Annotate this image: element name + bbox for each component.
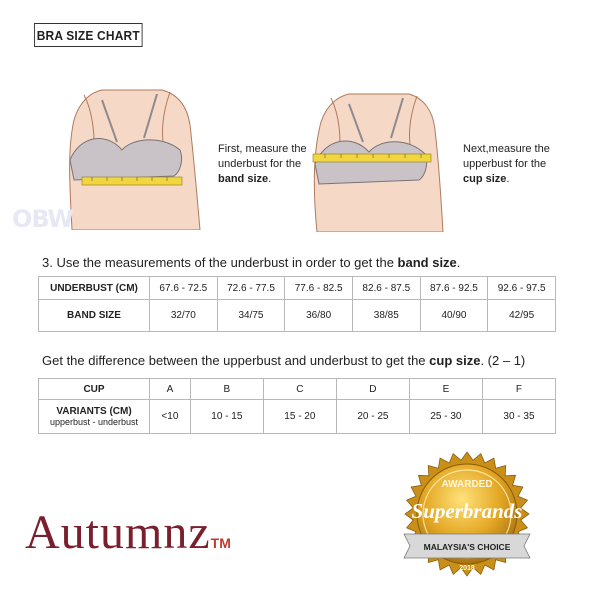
underbust-range: 87.6 - 92.5 <box>420 277 488 300</box>
underbust-range: 67.6 - 72.5 <box>150 277 218 300</box>
award-name-text: Superbrands <box>411 499 523 523</box>
variants-header: VARIANTS (CM) upperbust - underbust <box>39 400 150 434</box>
cup-variant: 20 - 25 <box>336 400 409 434</box>
band-instruction: 3. Use the measurements of the underbust in order to get the band size. <box>42 255 461 270</box>
underbust-range: 92.6 - 97.5 <box>488 277 556 300</box>
cup-letter: E <box>409 379 482 400</box>
band-size-value: 34/75 <box>217 300 285 332</box>
underbust-header: UNDERBUST (CM) <box>39 277 150 300</box>
cup-size-table <box>38 378 556 434</box>
band-size-value: 40/90 <box>420 300 488 332</box>
cup-variant: <10 <box>150 400 191 434</box>
page-title: BRA SIZE CHART <box>34 23 143 47</box>
cup-letter: C <box>263 379 336 400</box>
band-size-header: BAND SIZE <box>39 300 150 332</box>
underbust-illustration <box>62 80 208 230</box>
superbrands-award-seal <box>392 442 542 592</box>
cup-variant: 10 - 15 <box>190 400 263 434</box>
cup-instruction: Get the difference between the upperbust and underbust to get the cup size. (2 – 1) <box>42 353 526 368</box>
cup-letter: A <box>150 379 191 400</box>
cup-variant: 15 - 20 <box>263 400 336 434</box>
band-size-value: 32/70 <box>150 300 218 332</box>
step2-text: Next,measure the upperbust for the cup size. <box>463 143 550 185</box>
award-top-text: AWARDED <box>441 479 493 490</box>
cup-variant: 25 - 30 <box>409 400 482 434</box>
award-ribbon-text: MALAYSIA'S CHOICE <box>423 542 511 552</box>
underbust-range: 72.6 - 77.5 <box>217 277 285 300</box>
cup-letter: F <box>482 379 555 400</box>
band-size-value: 38/85 <box>352 300 420 332</box>
obw-watermark: OBW <box>12 205 73 233</box>
underbust-range: 77.6 - 82.5 <box>285 277 353 300</box>
band-size-value: 36/80 <box>285 300 353 332</box>
band-size-table <box>38 276 556 332</box>
cup-letter: B <box>190 379 263 400</box>
cup-letter: D <box>336 379 409 400</box>
underbust-range: 82.6 - 87.5 <box>352 277 420 300</box>
cup-variant: 30 - 35 <box>482 400 555 434</box>
upperbust-illustration <box>305 82 451 232</box>
cup-header: CUP <box>39 379 150 400</box>
award-year-text: 2018 <box>459 565 475 572</box>
brand-logo: AutumnzTM <box>25 506 231 559</box>
band-size-value: 42/95 <box>488 300 556 332</box>
step1-text: First, measure the underbust for the band size. <box>218 143 307 185</box>
